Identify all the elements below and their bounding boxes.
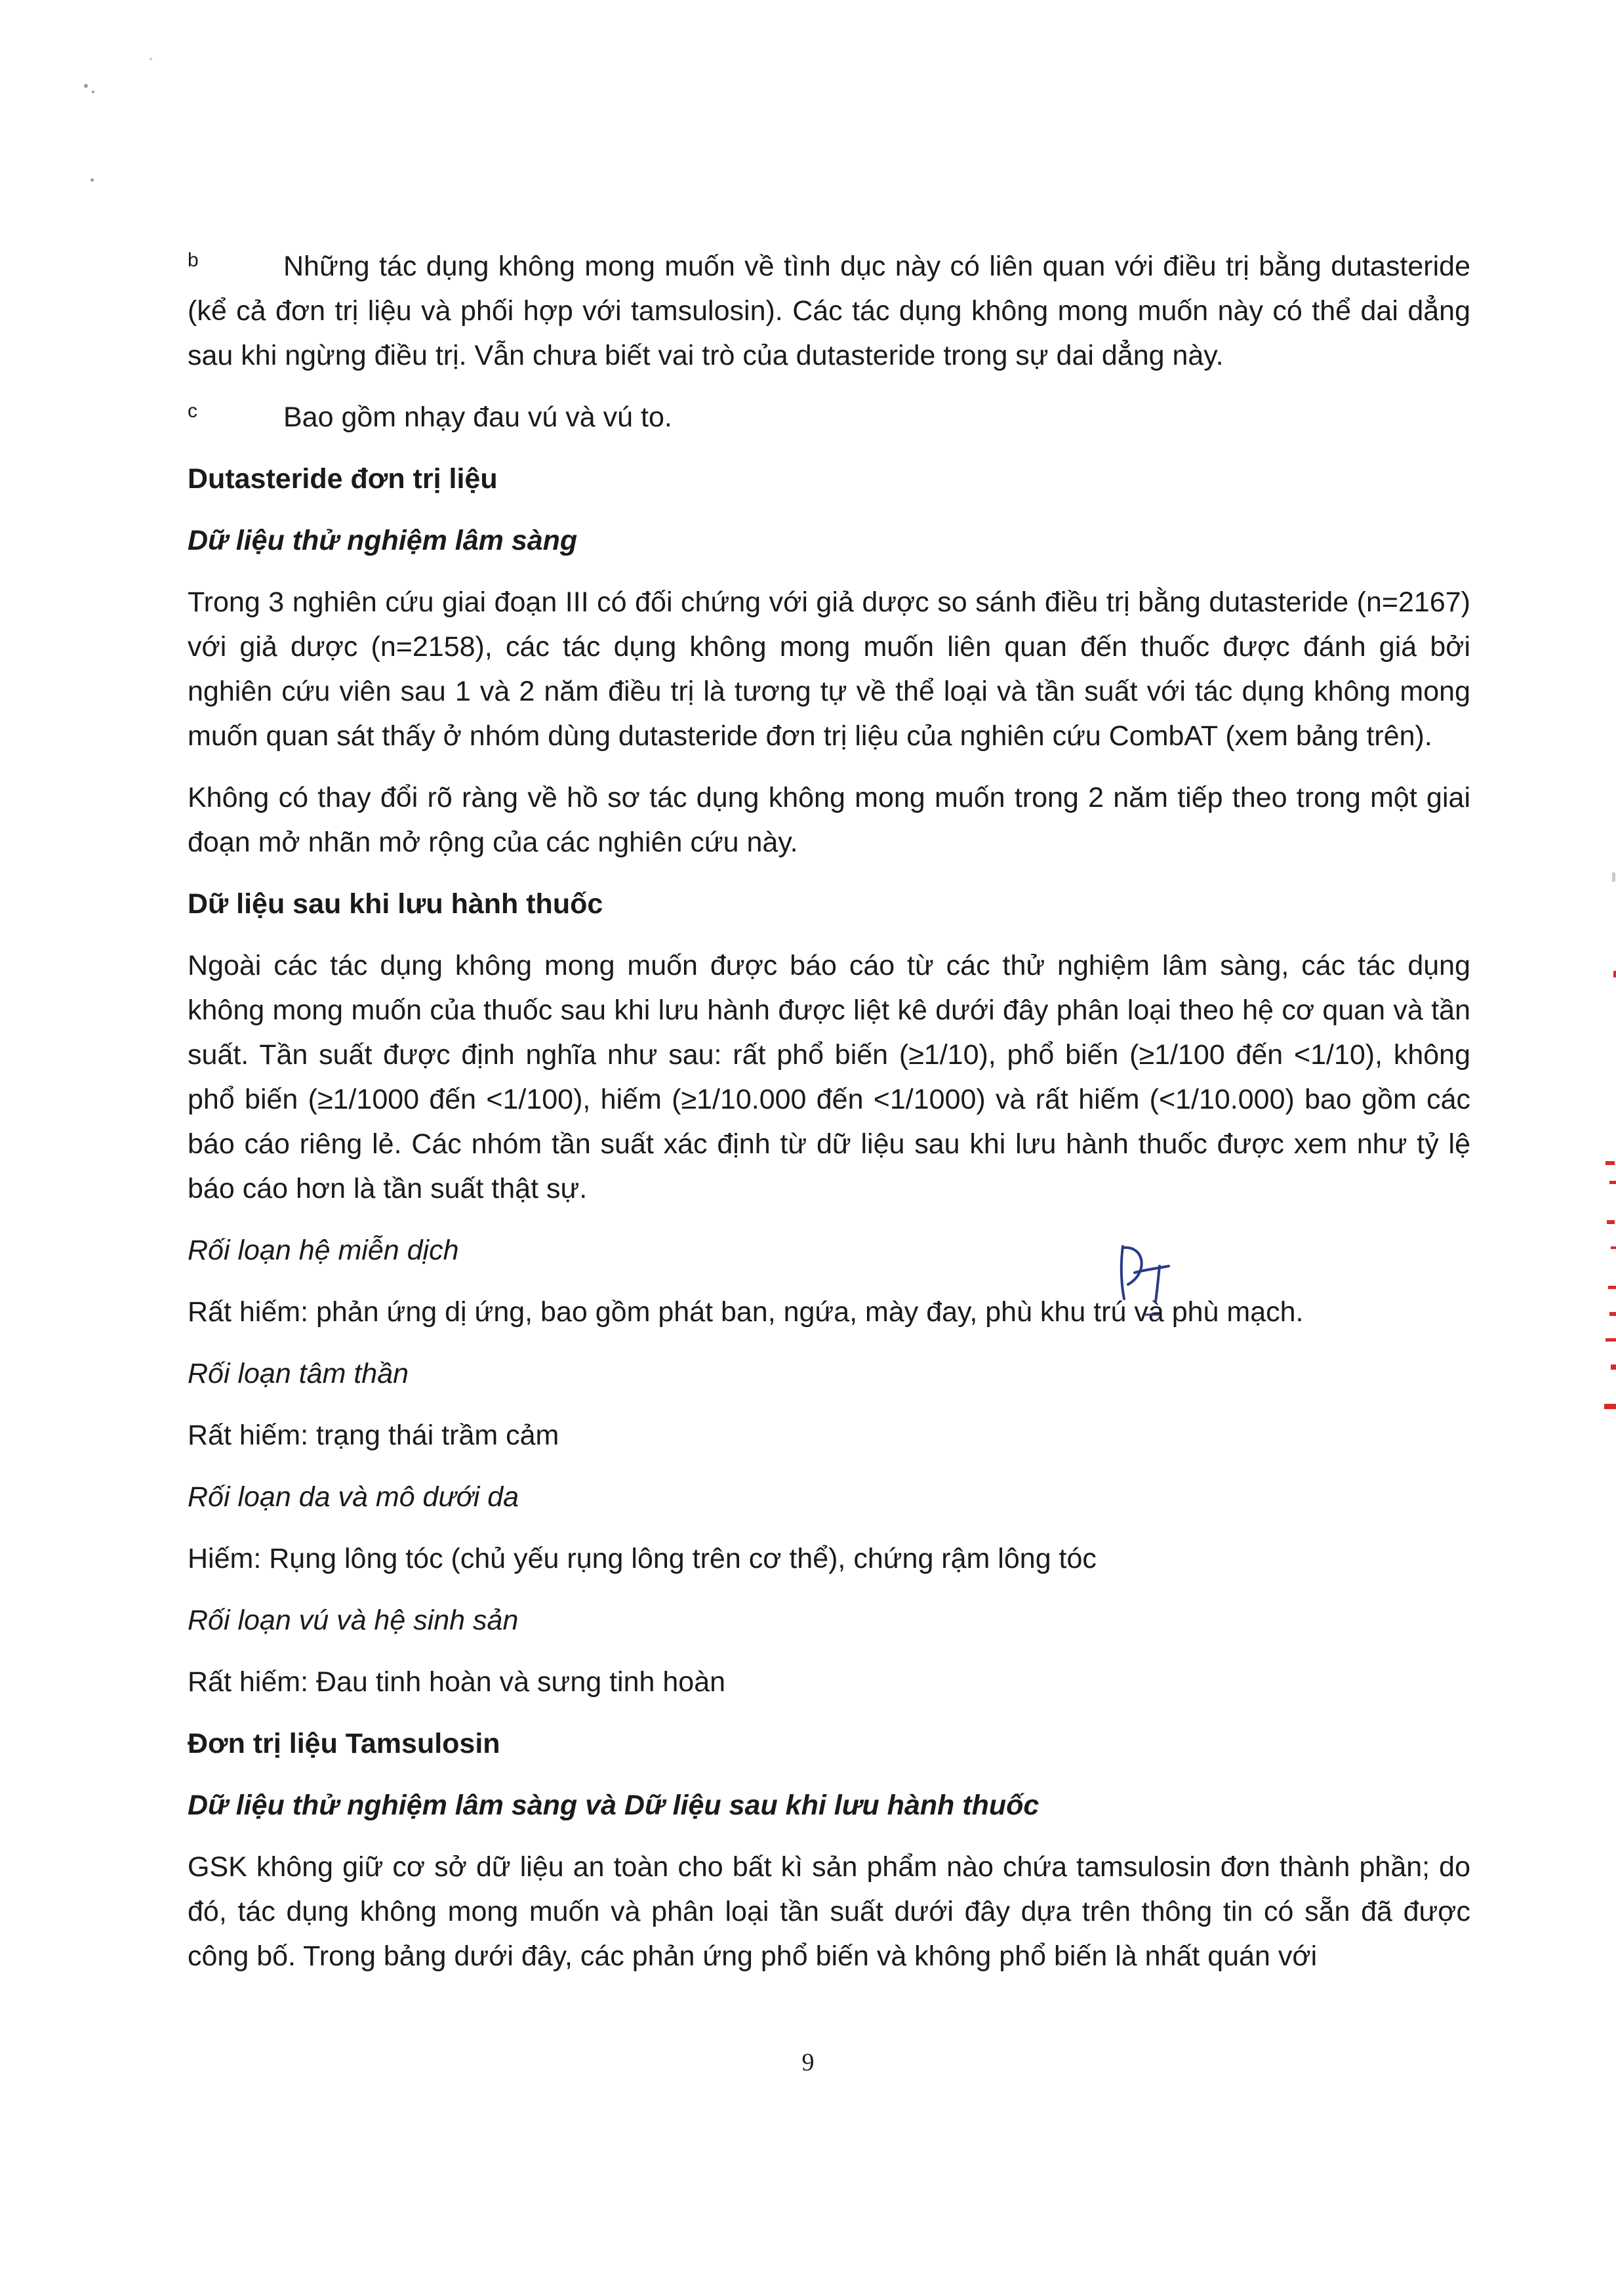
category-psychiatric-disorders: Rối loạn tâm thần bbox=[188, 1358, 409, 1389]
footnote-b bbox=[188, 244, 1470, 378]
category-breast-reproductive-disorders: Rối loạn vú và hệ sinh sản bbox=[188, 1605, 519, 1636]
footnote-b-text: Những tác dụng không mong muốn về tình dục này có liên quan với điều trị bằng dutasteride (kể cả đơn trị liệu và phối hợp với tamsulosin). Các tác dụng không mong muốn này có thể dai dẳng sau khi ngừng điều trị. Vẫn chưa biết vai trò của dutasteride trong sự dai dẳng này. bbox=[188, 251, 1470, 371]
paragraph: Ngoài các tác dụng không mong muốn được báo cáo từ các thử nghiệm lâm sàng, các tác dụng không mong muốn của thuốc sau khi lưu hành được liệt kê dưới đây phân loại theo hệ cơ quan và tần suất. Tần suất được định nghĩa như sau: rất phổ biến (≥1/10), phổ biến (≥1/100 đến <1/10), không phổ biến (≥1/1000 đến <1/100), hiếm (≥1/10.000 đến <1/1000) và rất hiếm (<1/10.000) bao gồm các báo cáo riêng lẻ. Các nhóm tần suất xác định từ dữ liệu sau khi lưu hành thuốc được xem như tỷ lệ báo cáo hơn là tần suất thật sự. bbox=[188, 950, 1470, 1204]
scan-speck bbox=[91, 178, 94, 182]
page-number: 9 bbox=[801, 2049, 815, 2076]
category-text: Rất hiếm: trạng thái trầm cảm bbox=[188, 1420, 559, 1451]
category-text: Rất hiếm: Đau tinh hoàn và sưng tinh hoàn bbox=[188, 1666, 726, 1698]
scan-speck bbox=[92, 91, 94, 93]
scan-speck bbox=[150, 58, 152, 60]
category-text: Hiếm: Rụng lông tóc (chủ yếu rụng lông trên cơ thể), chứng rậm lông tóc bbox=[188, 1543, 1097, 1574]
footnote-mark-b: b bbox=[188, 249, 199, 271]
section-heading-postmarketing-data: Dữ liệu sau khi lưu hành thuốc bbox=[188, 888, 603, 920]
category-skin-disorders: Rối loạn da và mô dưới da bbox=[188, 1481, 519, 1513]
footnote-mark-c: c bbox=[188, 400, 197, 422]
scan-speck bbox=[84, 84, 88, 88]
section-heading-dutasteride-monotherapy: Dutasteride đơn trị liệu bbox=[188, 463, 498, 495]
subheading-clinical-and-postmarketing-data: Dữ liệu thử nghiệm lâm sàng và Dữ liệu sau khi lưu hành thuốc bbox=[188, 1790, 1040, 1821]
section-heading-tamsulosin-monotherapy: Đơn trị liệu Tamsulosin bbox=[188, 1728, 500, 1759]
subheading-clinical-trial-data: Dữ liệu thử nghiệm lâm sàng bbox=[188, 525, 578, 556]
paragraph: GSK không giữ cơ sở dữ liệu an toàn cho bất kì sản phẩm nào chứa tamsulosin đơn thành phần; do đó, tác dụng không mong muốn và phân loại tần suất dưới đây dựa trên thông tin có sẵn đã được công bố. Trong bảng dưới đây, các phản ứng phổ biến và không phổ biến là nhất quán với bbox=[188, 1851, 1470, 1972]
category-immune-disorders: Rối loạn hệ miễn dịch bbox=[188, 1235, 459, 1266]
document-body bbox=[188, 244, 1470, 1996]
paragraph: Trong 3 nghiên cứu giai đoạn III có đối chứng với giả dược so sánh điều trị bằng dutasteride (n=2167) với giả dược (n=2158), các tác dụng không mong muốn liên quan đến thuốc được đánh giá bởi nghiên cứu viên sau 1 và 2 năm điều trị là tương tự về thể loại và tần suất với tác dụng không mong muốn quan sát thấy ở nhóm dùng dutasteride đơn trị liệu của nghiên cứu CombAT (xem bảng trên). bbox=[188, 586, 1470, 752]
footnote-c-text: Bao gồm nhạy đau vú và vú to. bbox=[283, 401, 672, 433]
paragraph: Không có thay đổi rõ ràng về hồ sơ tác dụng không mong muốn trong 2 năm tiếp theo trong một giai đoạn mở nhãn mở rộng của các nghiên cứu này. bbox=[188, 782, 1470, 858]
footnote-c bbox=[188, 395, 1470, 440]
handwritten-initials-icon bbox=[1108, 1233, 1181, 1319]
category-text: Rất hiếm: phản ứng dị ứng, bao gồm phát ban, ngứa, mày đay, phù khu trú và phù mạch. bbox=[188, 1296, 1304, 1328]
edge-stamp-mark-icon bbox=[1596, 853, 1616, 1443]
